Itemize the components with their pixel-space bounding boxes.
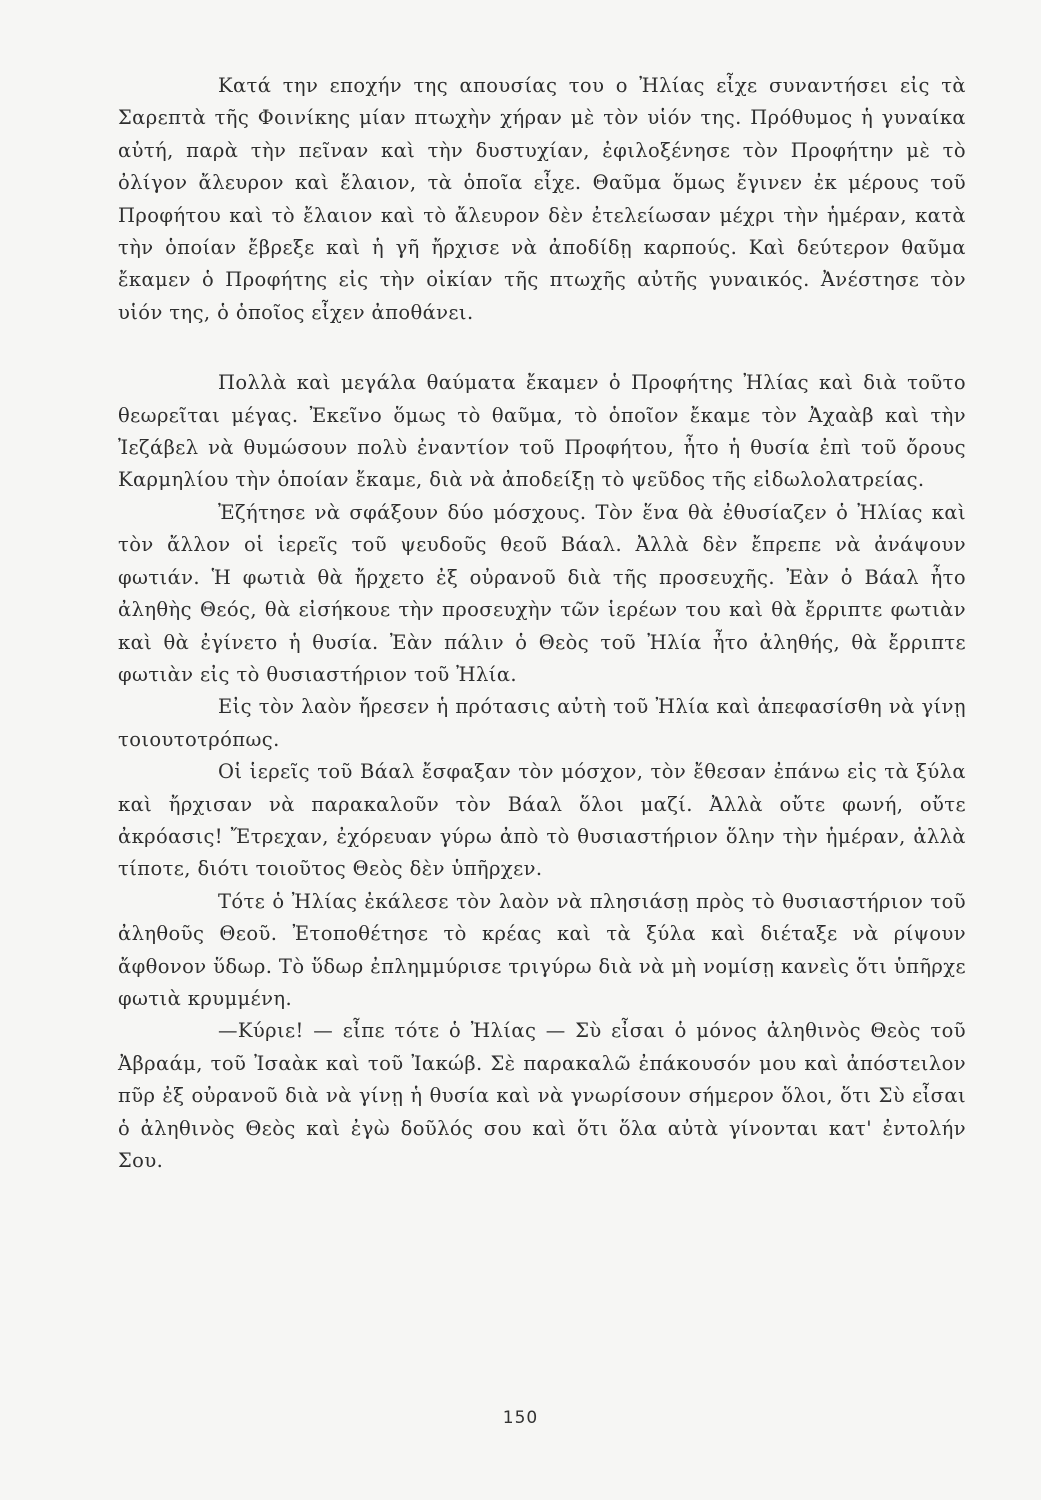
- paragraph-people-agree: Εἰς τὸν λαὸν ἤρεσεν ἡ πρότασις αὐτὴ τοῦ Ἠλία καὶ ἀπεφασίσθη νὰ γίνῃ τοιουτοτρόπως.: [118, 695, 966, 751]
- paragraph-true-altar: Τότε ὁ Ἠλίας ἐκάλεσε τὸν λαὸν νὰ πλησιάσῃ πρὸς τὸ θυσιαστήριον τοῦ ἀληθοῦς Θεοῦ. Ἐτοποθέτησε τὸ κρέας καὶ τὰ ξύλα καὶ διέταξε νὰ ρίψουν ἄφθονον ὕδωρ. Τὸ ὕδωρ ἐπλημμύρισε τριγύρω διὰ νὰ μὴ νομίσῃ κανεὶς ὅτι ὑπῆρχε φωτιὰ κρυμμένη.: [118, 889, 966, 1010]
- page-number: 150: [502, 1408, 539, 1428]
- paragraph-elijah-prayer: —Κύριε! — εἶπε τότε ὁ Ἠλίας — Σὺ εἶσαι ὁ μόνος ἀληθινὸς Θεὸς τοῦ Ἀβραάμ, τοῦ Ἰσαὰκ καὶ τοῦ Ἰακώβ. Σὲ παρακαλῶ ἐπάκουσόν μου καὶ ἀπόστειλον πῦρ ἐξ οὐρανοῦ διὰ νὰ γίνῃ ἡ θυσία καὶ νὰ γνωρίσουν σήμερον ὅλοι, ὅτι Σὺ εἶσαι ὁ ἀληθινὸς Θεὸς καὶ ἐγὼ δοῦλός σου καὶ ὅτι ὅλα αὐτὰ γίνονται κατ' ἐντολήν Σου.: [118, 1019, 966, 1172]
- paragraph-priests-of-baal: Οἱ ἱερεῖς τοῦ Βάαλ ἔσφαξαν τὸν μόσχον, τὸν ἔθεσαν ἐπάνω εἰς τὰ ξύλα καὶ ἤρχισαν νὰ παρακαλοῦν τὸν Βάαλ ὅλοι μαζί. Ἀλλὰ οὔτε φωνή, οὔτε ἀκρόασις! Ἔτρεχαν, ἐχόρευαν γύρω ἀπὸ τὸ θυσιαστήριον ὅλην τὴν ἡμέραν, ἀλλὰ τίποτε, διότι τοιοῦτος Θεὸς δὲν ὑπῆρχεν.: [118, 760, 966, 881]
- paragraph-two-bulls: Ἐζήτησε νὰ σφάξουν δύο μόσχους. Τὸν ἕνα θὰ ἐθυσίαζεν ὁ Ἠλίας καὶ τὸν ἄλλον οἱ ἱερεῖς τοῦ ψευδοῦς θεοῦ Βάαλ. Ἀλλὰ δὲν ἔπρεπε νὰ ἀνάψουν φωτιάν. Ἡ φωτιὰ θὰ ἤρχετο ἐξ οὐρανοῦ διὰ τῆς προσευχῆς. Ἐὰν ὁ Βάαλ ἦτο ἀληθὴς Θεός, θὰ εἰσήκουε τὴν προσευχὴν τῶν ἱερέων του καὶ θὰ ἔρριπτε φωτιὰν καὶ θὰ ἐγίνετο ἡ θυσία. Ἐὰν πάλιν ὁ Θεὸς τοῦ Ἠλία ἦτο ἀληθής, θὰ ἔρριπτε φωτιὰν εἰς τὸ θυσιαστήριον τοῦ Ἠλία.: [118, 500, 966, 686]
- paragraph-widow-of-zarephath: Κατά την εποχήν της απουσίας του ο Ἠλίας εἶχε συναντήσει εἰς τὰ Σαρεπτὰ τῆς Φοινίκης μίαν πτωχὴν χήραν μὲ τὸν υἱόν της. Πρόθυμος ἡ γυναίκα αὐτή, παρὰ τὴν πεῖναν καὶ τὴν δυστυχίαν, ἐφιλοξένησε τὸν Προφήτην μὲ τὸ ὀλίγον ἄλευρον καὶ ἔλαιον, τὰ ὁποῖα εἶχε. Θαῦμα ὅμως ἔγινεν ἐκ μέρους τοῦ Προφήτου καὶ τὸ ἔλαιον καὶ τὸ ἄλευρον δὲν ἐτελείωσαν μέχρι τὴν ἡμέραν, κατὰ τὴν ὁποίαν ἔβρεξε καὶ ἡ γῆ ἤρχισε νὰ ἀποδίδῃ καρπούς. Καὶ δεύτερον θαῦμα ἔκαμεν ὁ Προφήτης εἰς τὴν οἰκίαν τῆς πτωχῆς αὐτῆς γυναικός. Ἀνέστησε τὸν υἱόν της, ὁ ὁποῖος εἶχεν ἀποθάνει.: [118, 74, 966, 324]
- body-text: [118, 70, 966, 1177]
- paragraph-great-miracles: Πολλὰ καὶ μεγάλα θαύματα ἔκαμεν ὁ Προφήτης Ἠλίας καὶ διὰ τοῦτο θεωρεῖται μέγας. Ἐκεῖνο ὅμως τὸ θαῦμα, τὸ ὁποῖον ἔκαμε τὸν Ἀχαὰβ καὶ τὴν Ἰεζάβελ νὰ θυμώσουν πολὺ ἐναντίον τοῦ Προφήτου, ἦτο ἡ θυσία ἐπὶ τοῦ ὄρους Καρμηλίου τὴν ὁποίαν ἔκαμε, διὰ νὰ ἀποδείξῃ τὸ ψεῦδος τῆς εἰδωλολατρείας.: [118, 371, 966, 492]
